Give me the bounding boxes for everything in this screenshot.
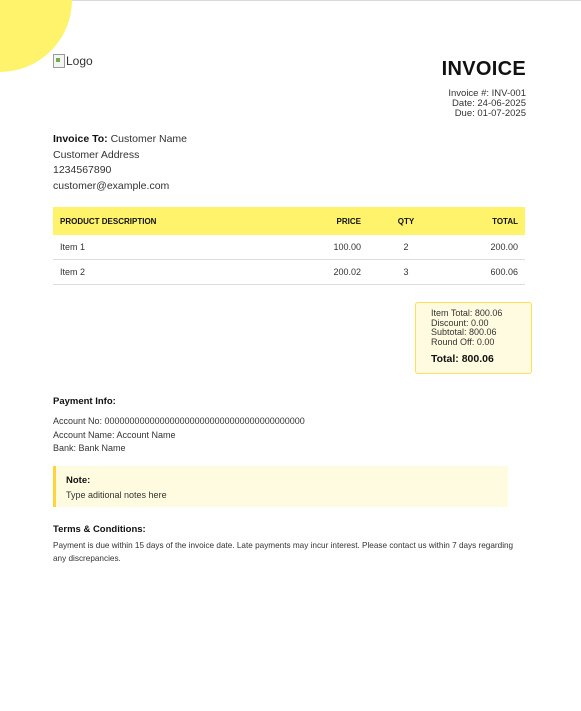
invoice-title: INVOICE (441, 58, 526, 80)
logo-alt-text: Logo (66, 54, 93, 68)
row-price: 100.00 (288, 235, 368, 260)
customer-address: Customer Address (53, 148, 140, 161)
header-total: TOTAL (444, 207, 525, 235)
row-qty: 3 (368, 260, 444, 285)
subtotal: Subtotal: 800.06 (431, 327, 497, 337)
customer-name: Customer Name (110, 133, 188, 145)
invoice-due-date: Due: 01-07-2025 (454, 108, 526, 119)
customer-phone: 1234567890 (53, 164, 112, 176)
invoice-date: Date: 24-06-2025 (452, 98, 526, 109)
header-price: PRICE (288, 207, 368, 235)
grand-total: Total: 800.06 (431, 353, 494, 365)
totals-summary-box (415, 302, 532, 374)
item-total: Item Total: 800.06 (431, 308, 503, 318)
terms-title: Terms & Conditions: (53, 524, 146, 535)
note-body: Type aditional notes here (66, 490, 167, 500)
note-box (53, 466, 508, 507)
invoice-meta (448, 89, 526, 119)
payment-info-block (53, 415, 305, 456)
row-qty: 2 (368, 235, 444, 260)
broken-image-icon (53, 54, 65, 68)
top-border-line (0, 0, 581, 1)
row-description: Item 1 (53, 235, 288, 260)
bill-to-name-line (53, 132, 187, 148)
company-logo (53, 54, 93, 68)
bill-to-label: Invoice To: (53, 133, 108, 145)
discount: Discount: 0.00 (431, 317, 489, 328)
row-total: 600.06 (444, 260, 525, 285)
row-total: 200.00 (444, 235, 525, 260)
header-product-description: PRODUCT DESCRIPTION (53, 207, 288, 235)
account-name: Account Name: Account Name (53, 429, 176, 440)
row-price: 200.02 (288, 260, 368, 285)
table-row (53, 260, 525, 285)
header-qty: QTY (368, 207, 444, 235)
bill-to-block (53, 132, 187, 194)
account-number: Account No: 0000000000000000000000000000000000000000 (53, 416, 305, 426)
items-table (53, 207, 525, 285)
invoice-number: Invoice #: INV-001 (448, 88, 526, 99)
table-row (53, 235, 525, 260)
row-description: Item 2 (53, 260, 288, 285)
customer-email: customer@example.com (53, 179, 170, 192)
bank-name: Bank: Bank Name (53, 443, 126, 453)
terms-body: Payment is due within 15 days of the invoice date. Late payments may incur interest. Please contact us within 7 days regarding any discrepancies. (53, 541, 514, 563)
note-title: Note: (66, 475, 91, 486)
payment-info-title: Payment Info: (53, 396, 116, 407)
round-off: Round Off: 0.00 (431, 336, 495, 347)
table-header-row (53, 207, 525, 235)
